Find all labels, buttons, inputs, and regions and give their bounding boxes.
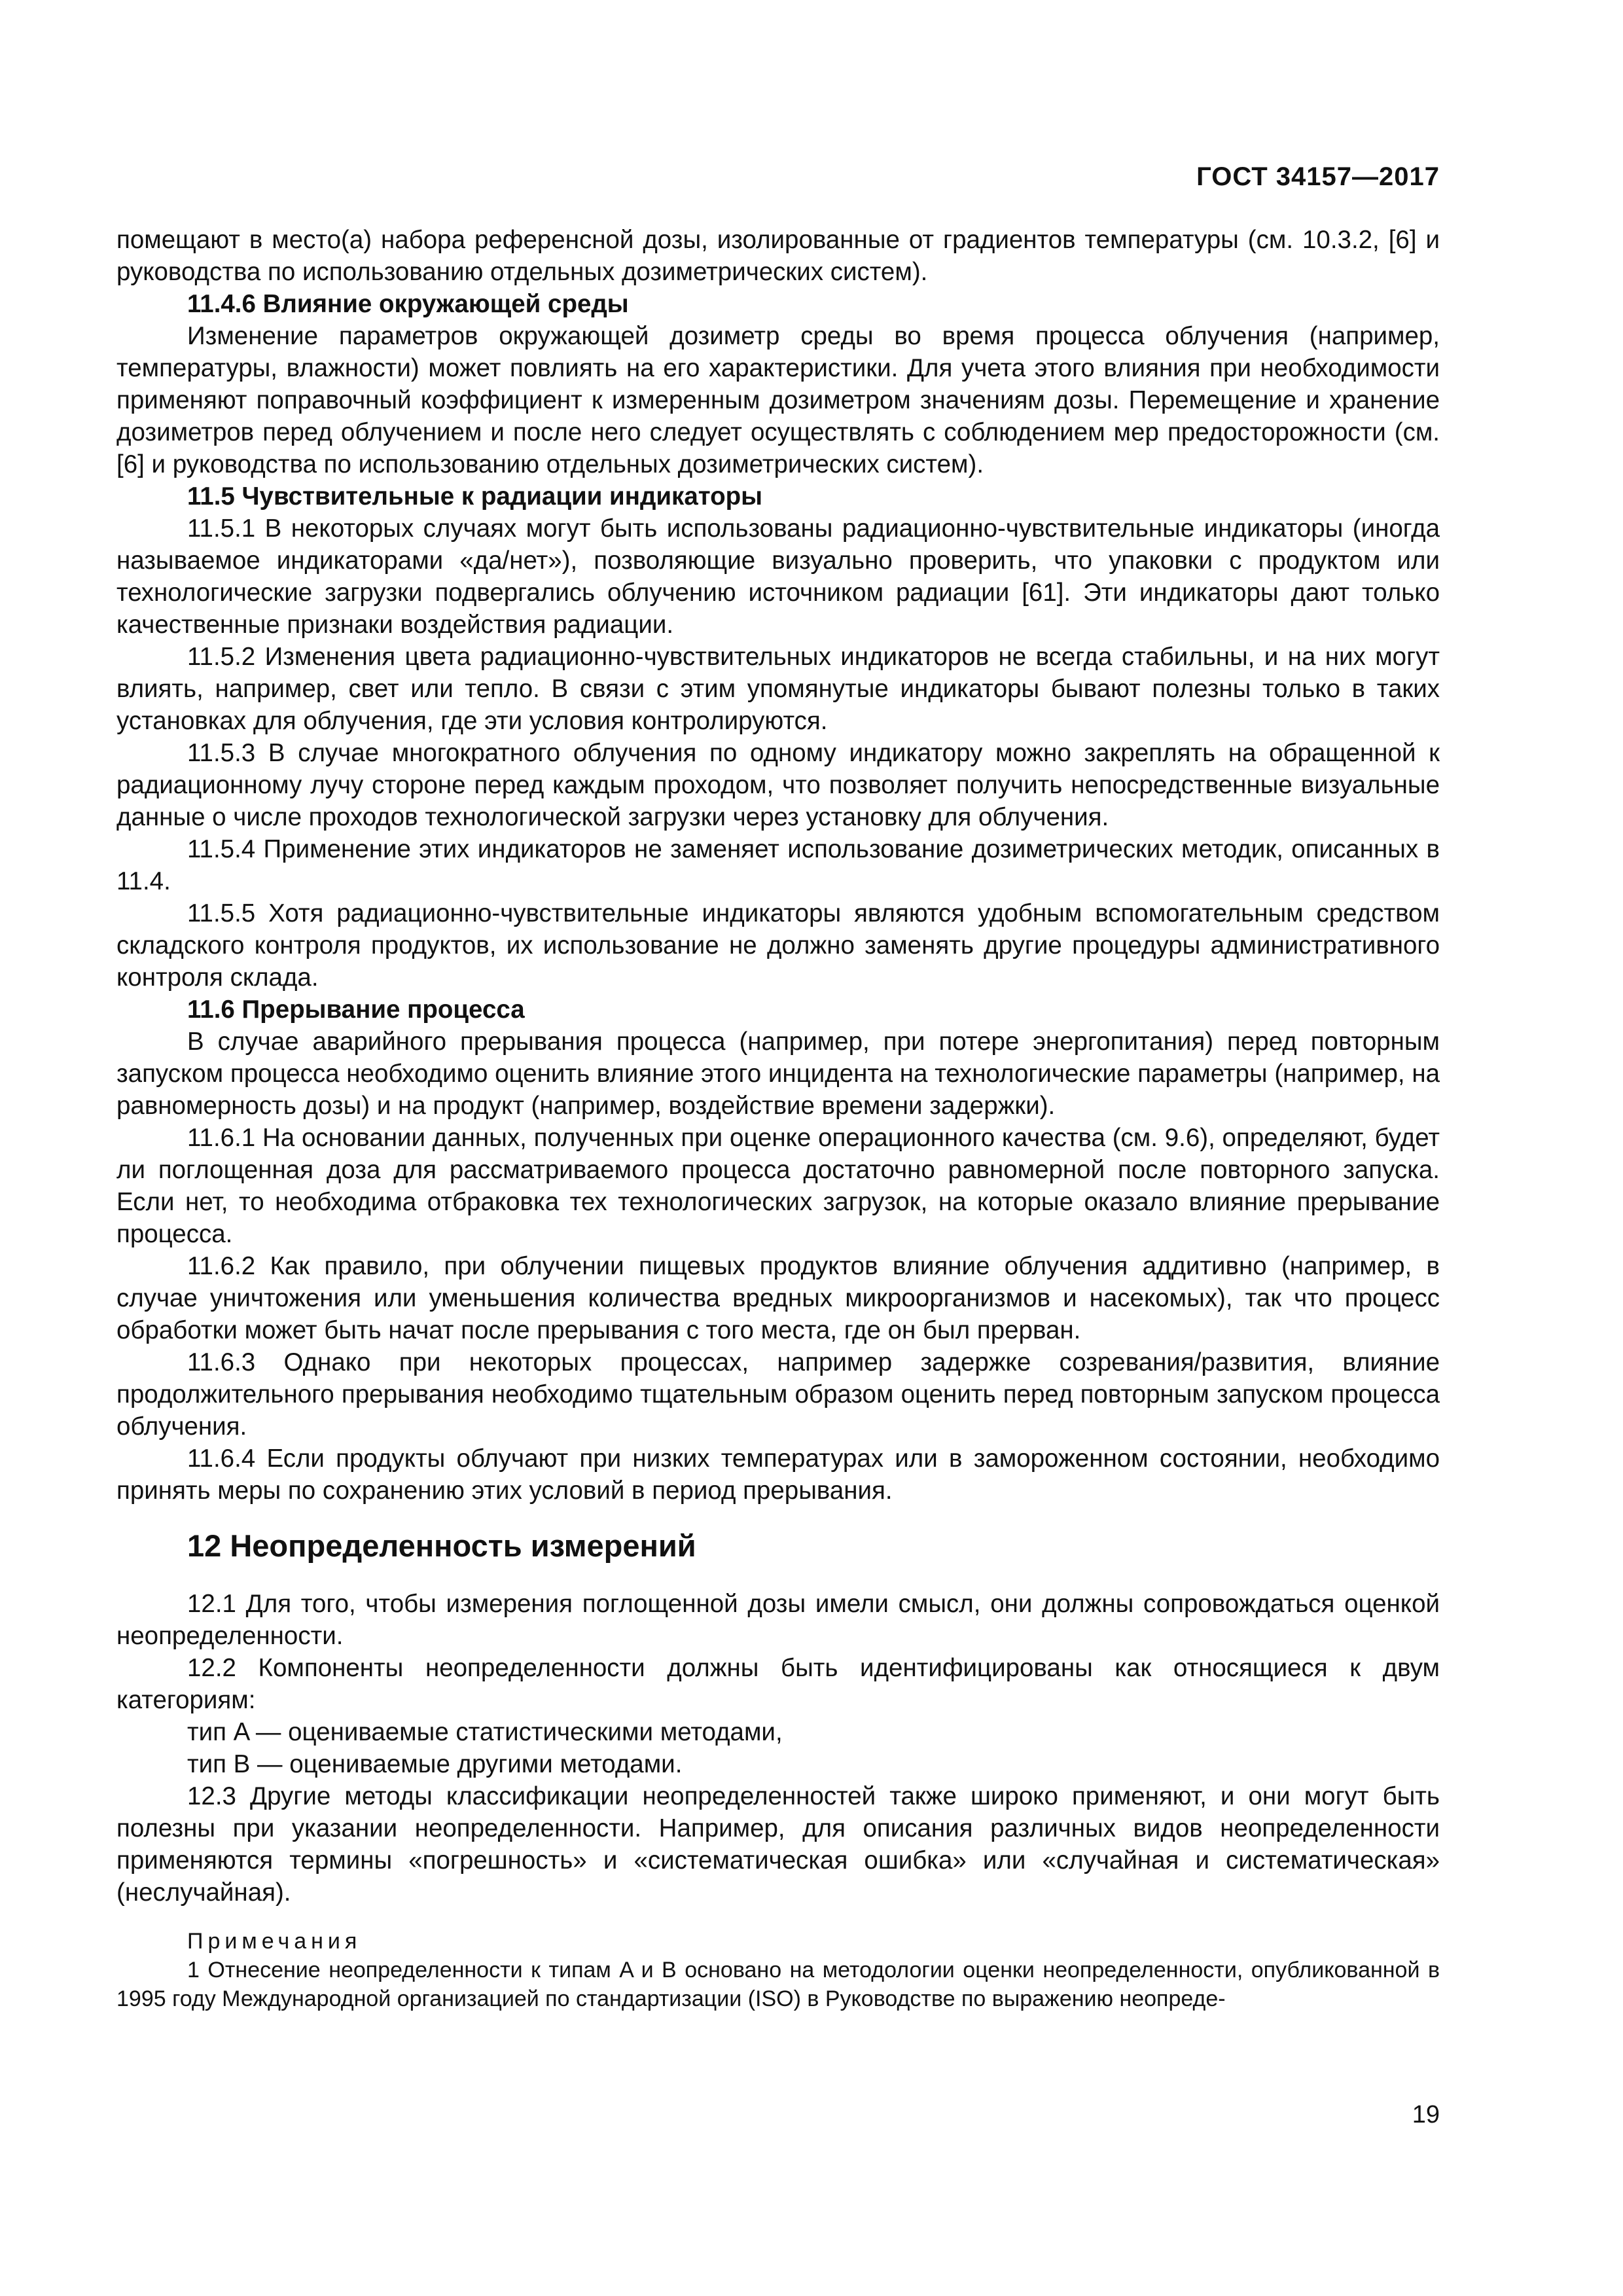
paragraph-11-6-1: 11.6.1 На основании данных, полученных при оценке операционного качества (см. 9.6), определяют, будет ли поглощенная доза для рассматриваемого процесса достаточно равномерной после повторного запуска. Если нет, то необходима отбраковка тех технологических загрузок, на которые оказало влияние прерывание процесса. bbox=[116, 1124, 1440, 1248]
section-heading-12: 12 Неопределенность измерений bbox=[187, 1528, 696, 1563]
page-number: 19 bbox=[1412, 2101, 1440, 2128]
heading-11-6: 11.6 Прерывание процесса bbox=[187, 996, 525, 1024]
paragraph-11-5-1: 11.5.1 В некоторых случаях могут быть использованы радиационно-чувствительные индикаторы (иногда называемое индикаторами «да/нет»), позволяющие визуально проверить, что упаковки с продуктом или технологические загрузки подвергались облучению источником радиации [61]. Эти индикаторы дают только качественные признаки воздействия радиации. bbox=[116, 514, 1440, 639]
document-page bbox=[116, 0, 1440, 2296]
paragraph-12-2: 12.2 Компоненты неопределенности должны быть идентифицированы как относящиеся к двум категориям: bbox=[116, 1654, 1440, 1714]
heading-11-4-6: 11.4.6 Влияние окружающей среды bbox=[187, 290, 629, 318]
list-item-type-a: тип A — оцениваемые статистическими методами, bbox=[187, 1718, 783, 1746]
paragraph-11-5-4: 11.5.4 Применение этих индикаторов не заменяет использование дозиметрических методик, описанных в 11.4. bbox=[116, 835, 1440, 895]
paragraph-11-6: В случае аварийного прерывания процесса (например, при потере энергопитания) перед повторным запуском процесса необходимо оценить влияние этого инцидента на технологические параметры (например, на равномерность дозы) и на продукт (например, воздействие времени задержки). bbox=[116, 1028, 1440, 1120]
document-body bbox=[116, 224, 1440, 2013]
paragraph-11-6-4: 11.6.4 Если продукты облучают при низких температурах или в замороженном состоянии, необходимо принять меры по сохранению этих условий в период прерывания. bbox=[116, 1444, 1440, 1505]
notes-heading: Примечания bbox=[187, 1929, 362, 1954]
paragraph-continuation: помещают в место(а) набора референсной дозы, изолированные от градиентов температуры (см. 10.3.2, [6] и руководства по использованию отдельных дозиметрических систем). bbox=[116, 226, 1440, 286]
paragraph-11-5-3: 11.5.3 В случае многократного облучения по одному индикатору можно закреплять на обращенной к радиационному лучу стороне перед каждым проходом, что позволяет получить непосредственные визуальные данные о числе проходов технологической загрузки через установку для облучения. bbox=[116, 739, 1440, 831]
paragraph-11-5-5: 11.5.5 Хотя радиационно-чувствительные индикаторы являются удобным вспомогательным средством складского контроля продуктов, их использование не должно заменять другие процедуры административного контроля склада. bbox=[116, 899, 1440, 992]
paragraph-11-6-2: 11.6.2 Как правило, при облучении пищевых продуктов влияние облучения аддитивно (например, в случае уничтожения или уменьшения количества вредных микроорганизмов и насекомых), так что процесс обработки может быть начат после прерывания с того места, где он был прерван. bbox=[116, 1252, 1440, 1344]
list-item-type-b: тип B — оцениваемые другими методами. bbox=[187, 1750, 683, 1778]
note-1: 1 Отнесение неопределенности к типам A и B основано на методологии оценки неопределенности, опубликованной в 1995 году Международной организацией по стандартизации (ISO) в Руководстве по выражению неопреде- bbox=[116, 1958, 1440, 2011]
paragraph-11-4-6: Изменение параметров окружающей дозиметр среды во время процесса облучения (например, температуры, влажности) может повлиять на его характеристики. Для учета этого влияния при необходимости применяют поправочный коэффициент к измеренным дозиметром значениям дозы. Перемещение и хранение дозиметров перед облучением и после него следует осуществлять с соблюдением мер предосторожности (см. [6] и руководства по использованию отдельных дозиметрических систем). bbox=[116, 322, 1440, 478]
document-id: ГОСТ 34157—2017 bbox=[1196, 162, 1440, 191]
paragraph-11-5-2: 11.5.2 Изменения цвета радиационно-чувствительных индикаторов не всегда стабильны, и на них могут влиять, например, свет или тепло. В связи с этим упомянутые индикаторы бывают полезны только в таких установках для облучения, где эти условия контролируются. bbox=[116, 643, 1440, 735]
paragraph-12-3: 12.3 Другие методы классификации неопределенностей также широко применяют, и они могут быть полезны при указании неопределенности. Например, для описания различных видов неопределенности применяются термины «погрешность» и «систематическая ошибка» или «случайная и систематическая» (неслучайная). bbox=[116, 1782, 1440, 1907]
paragraph-11-6-3: 11.6.3 Однако при некоторых процессах, например задержке созревания/развития, влияние продолжительного прерывания необходимо тщательным образом оценить перед повторным запуском процесса облучения. bbox=[116, 1348, 1440, 1441]
paragraph-12-1: 12.1 Для того, чтобы измерения поглощенной дозы имели смысл, они должны сопровождаться оценкой неопределенности. bbox=[116, 1590, 1440, 1650]
heading-11-5: 11.5 Чувствительные к радиации индикаторы bbox=[187, 482, 762, 511]
